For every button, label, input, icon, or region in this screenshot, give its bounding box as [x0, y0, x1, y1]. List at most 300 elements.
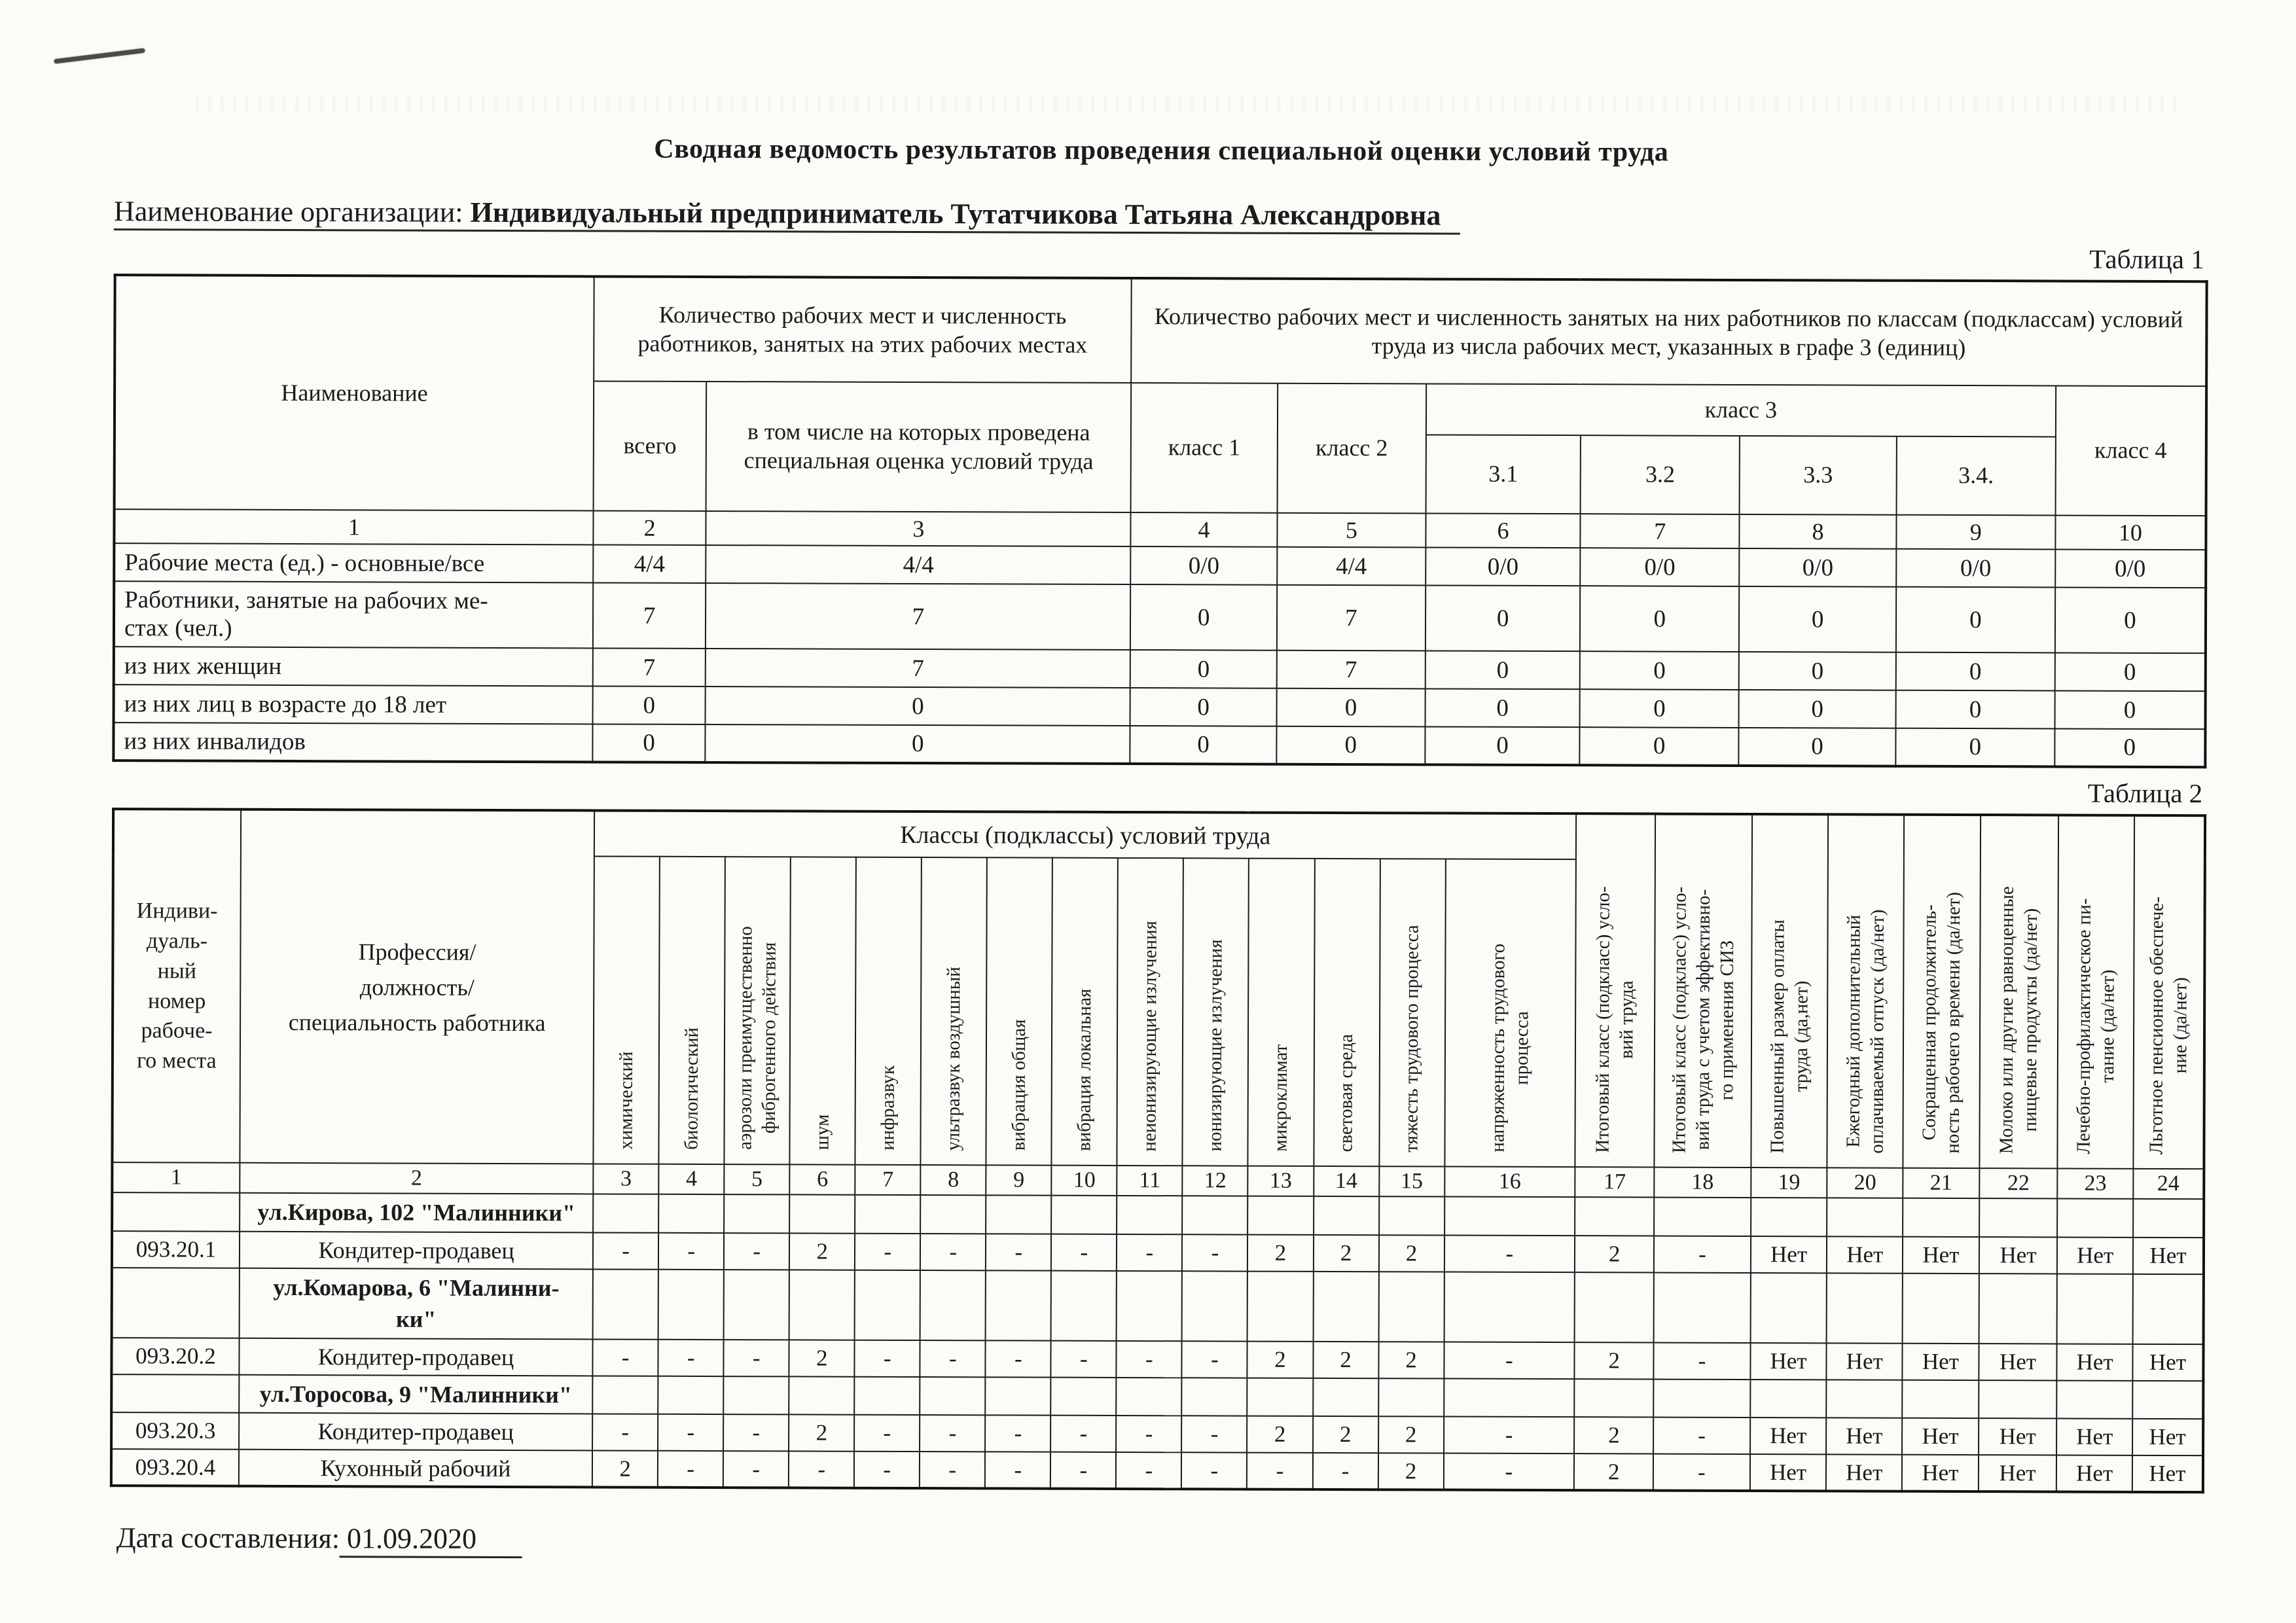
- t2-col-number: 9: [986, 1165, 1052, 1195]
- t1-cell: 0/0: [1739, 548, 1896, 587]
- t2-cell: -: [1444, 1342, 1575, 1379]
- t2-cell: Нет: [1827, 1236, 1903, 1273]
- t1-cell: 0: [1425, 688, 1580, 727]
- final-class-label: Итоговый класс (подкласс) усло- вий труда: [1592, 885, 1638, 1153]
- t2-cell-empty: [1979, 1380, 2057, 1419]
- additional-leave-label: Ежегодный дополнительный оплачиваемый отпуск (да/нет): [1842, 909, 1888, 1154]
- t2-data-row: [112, 1231, 2204, 1274]
- t1-header-class3-4: 3.4.: [1896, 437, 2055, 516]
- t2-cell: Нет: [1827, 1343, 1903, 1380]
- t1-col-number: 8: [1740, 514, 1897, 549]
- t2-cell-empty: [1051, 1377, 1117, 1416]
- t2-cell: 2: [1313, 1342, 1378, 1378]
- t2-section-row: [111, 1374, 2203, 1419]
- t2-cell-empty: [1248, 1196, 1314, 1235]
- t1-cell: 7: [593, 582, 706, 649]
- t2-header-chemical: [594, 856, 660, 1164]
- t2-cell-empty: [920, 1377, 986, 1416]
- t2-cell: 2: [1574, 1418, 1653, 1454]
- t2-cell-empty: [2057, 1274, 2133, 1344]
- t1-header-class4: класс 4: [2055, 385, 2206, 516]
- t2-cell: Нет: [1979, 1455, 2057, 1491]
- t2-cell: 2: [789, 1415, 854, 1452]
- t2-cell: -: [920, 1234, 986, 1270]
- t2-header-noise: [790, 857, 857, 1164]
- noise-label: шум: [812, 1114, 833, 1150]
- t2-cell: -: [724, 1340, 789, 1376]
- t2-cell-empty: [1444, 1272, 1575, 1342]
- t2-cell: 2: [1247, 1341, 1313, 1378]
- table2-body: [111, 1162, 2204, 1492]
- t1-cell: 0: [592, 686, 706, 724]
- t2-cell-empty: [1902, 1380, 1979, 1419]
- t2-cell: -: [1181, 1416, 1247, 1453]
- t2-cell-empty: [1051, 1196, 1117, 1234]
- t1-header-class3-1: 3.1: [1426, 435, 1581, 514]
- t2-profession: Кондитер-продавец: [239, 1338, 592, 1376]
- t2-cell: -: [593, 1232, 658, 1269]
- t2-header-profession: Профессия/ должность/ специальность работника: [240, 810, 594, 1164]
- t2-header-vibration-local: [1052, 858, 1119, 1166]
- t2-cell-empty: [1979, 1198, 2058, 1237]
- t2-cell-empty: [986, 1195, 1051, 1234]
- t1-row: [114, 647, 2206, 691]
- t2-cell: -: [1444, 1235, 1575, 1272]
- t2-cell-empty: [1575, 1272, 1654, 1343]
- t1-cell: 0: [706, 724, 1130, 764]
- t1-row-label: из них женщин: [114, 647, 593, 686]
- t2-cell-empty: [1654, 1198, 1751, 1236]
- t2-cell: Нет: [2132, 1344, 2203, 1381]
- t2-col-number: 22: [1979, 1168, 2058, 1198]
- t2-cell: 2: [1378, 1342, 1444, 1378]
- t1-cell: 7: [706, 649, 1130, 688]
- infrasound-label: инфразвук: [877, 1065, 899, 1150]
- t1-cell: 0: [1276, 726, 1425, 765]
- non-ionizing-label: неионизирующие излучения: [1139, 920, 1161, 1152]
- t2-header-biological: [659, 857, 726, 1164]
- t1-row: [114, 581, 2206, 653]
- t2-header-light: [1314, 859, 1380, 1166]
- table-2-workplaces: [110, 808, 2206, 1493]
- reduced-hours-label: Сокращенная продолжитель- ность рабочего времени (да/нет): [1918, 892, 1965, 1154]
- t2-cell: -: [1051, 1340, 1117, 1377]
- t2-cell: -: [855, 1233, 920, 1270]
- t1-cell: 0: [1895, 728, 2054, 767]
- t2-cell: Нет: [2057, 1237, 2133, 1274]
- t2-cell: Нет: [1903, 1344, 1979, 1380]
- t2-cell: -: [1444, 1417, 1575, 1454]
- t2-cell: 2: [1575, 1342, 1654, 1379]
- t1-cell: 0: [1739, 690, 1896, 728]
- t2-col-number: 4: [658, 1164, 724, 1194]
- t2-col-number: 10: [1052, 1166, 1117, 1196]
- t2-cell: -: [658, 1451, 723, 1488]
- t2-cell: Нет: [1979, 1344, 2057, 1380]
- vibration-local-label: вибрация локальная: [1073, 988, 1096, 1151]
- t2-cell: -: [1051, 1234, 1117, 1270]
- t2-col-number: 1: [112, 1162, 240, 1193]
- severity-label: тяжесть трудового процесса: [1401, 924, 1423, 1152]
- organization-label: Наименование организации:: [114, 195, 463, 232]
- t2-cell-empty: [724, 1194, 789, 1233]
- t2-cell: Нет: [1979, 1237, 2058, 1274]
- t2-cell: 2: [592, 1451, 658, 1488]
- t2-cell: 2: [1378, 1235, 1444, 1272]
- t2-header-classes-group: Классы (подклассы) условий труда: [594, 810, 1576, 859]
- t2-cell-empty: [1378, 1272, 1444, 1342]
- t2-header-intensity: [1444, 859, 1576, 1168]
- t2-data-row: [111, 1338, 2203, 1381]
- t2-cell-empty: [1378, 1378, 1444, 1417]
- t2-profession: Кухонный рабочий: [239, 1450, 592, 1488]
- t2-cell: -: [854, 1415, 920, 1452]
- t2-header-severity: [1379, 859, 1446, 1166]
- t2-cell-empty: [1313, 1271, 1378, 1342]
- t2-cell-empty: [920, 1270, 986, 1341]
- t2-col-number: 12: [1183, 1166, 1248, 1196]
- t2-cell-empty: [1183, 1196, 1248, 1234]
- t2-section-label: ул.Комарова, 6 "Малинни- ки": [240, 1268, 594, 1339]
- t2-cell-empty: [2057, 1198, 2133, 1237]
- t1-cell: 0: [592, 724, 706, 762]
- t2-cell: -: [1181, 1453, 1247, 1489]
- milk-products-label: Молоко или другие равноценные пищевые продукты (да/нет): [1996, 886, 2042, 1154]
- t2-data-row: [111, 1413, 2203, 1456]
- t2-cell: Нет: [2132, 1419, 2203, 1455]
- t2-workplace-id: 093.20.3: [111, 1413, 239, 1450]
- t2-cell: 2: [1574, 1454, 1653, 1491]
- t2-cell-empty: [1444, 1378, 1575, 1417]
- t2-col-number: 24: [2133, 1169, 2204, 1199]
- t2-col-number: 17: [1575, 1167, 1655, 1197]
- t2-cell: -: [1182, 1341, 1247, 1378]
- final-class-ppe-label: Итоговый класс (подкласс) усло- вий труда с учетом эффективно- го применения СИЗ: [1668, 886, 1738, 1153]
- t1-header-class2: класс 2: [1277, 383, 1426, 514]
- t1-cell: 0: [1580, 727, 1739, 766]
- t2-cell-empty: [986, 1270, 1051, 1341]
- t2-cell-empty: [1314, 1196, 1379, 1235]
- t1-col-number: 2: [593, 510, 706, 545]
- t1-cell: 0: [1580, 586, 1739, 652]
- aerosols-label: аэрозоли преимущественно фиброгенного действия: [734, 926, 780, 1150]
- t2-cell: -: [1117, 1234, 1182, 1271]
- table1-caption: Таблица 1: [2089, 243, 2204, 275]
- t2-cell: -: [1182, 1234, 1247, 1271]
- t2-cell-empty: [1117, 1196, 1182, 1234]
- t1-cell: 0: [1130, 584, 1277, 651]
- t2-cell: Нет: [1902, 1418, 1979, 1455]
- t1-cell: 0: [706, 687, 1130, 726]
- t1-cell: 0/0: [1896, 549, 2055, 588]
- light-label: световая среда: [1335, 1033, 1357, 1152]
- t1-cell: 0: [1130, 726, 1277, 764]
- t2-profession: Кондитер-продавец: [239, 1413, 592, 1451]
- t2-cell: -: [1116, 1452, 1181, 1489]
- t2-cell: Нет: [1750, 1454, 1827, 1491]
- t2-col-number: 23: [2058, 1168, 2134, 1198]
- t2-col-number: 7: [855, 1165, 921, 1195]
- t2-header-vibration-general: [986, 857, 1053, 1165]
- t2-cell: -: [986, 1234, 1051, 1270]
- t2-cell-empty: [724, 1270, 789, 1340]
- t2-cell: -: [724, 1233, 789, 1270]
- t2-cell: Нет: [1902, 1455, 1979, 1491]
- t2-cell-empty: [658, 1269, 724, 1340]
- t2-col-number: 5: [724, 1164, 789, 1194]
- t2-cell: -: [1116, 1416, 1181, 1452]
- t2-cell: -: [723, 1451, 789, 1488]
- t1-header-group-classes: Количество рабочих мест и численность занятых на них работников по классам (подклассам) условий труда из числа рабочих мест, указанных в графе 3 (единиц): [1131, 278, 2206, 386]
- t2-cell-empty: [1575, 1197, 1654, 1236]
- t2-cell-empty: [593, 1194, 658, 1232]
- t2-col-number: 11: [1117, 1166, 1183, 1196]
- organization-line: [114, 194, 2208, 234]
- date-label: Дата составления:: [116, 1522, 340, 1555]
- t1-cell: 0/0: [1426, 547, 1581, 586]
- t1-cell: 0: [1276, 688, 1425, 727]
- t2-header-therapeutic-nutrition: [2058, 815, 2134, 1168]
- t2-cell: Нет: [1750, 1418, 1827, 1454]
- t2-cell: -: [986, 1340, 1051, 1377]
- t2-cell: Нет: [1751, 1236, 1827, 1273]
- t2-col-number: 2: [240, 1163, 593, 1194]
- t2-cell: Нет: [1826, 1455, 1902, 1491]
- t1-cell: 0: [1739, 586, 1896, 652]
- t1-row: [114, 685, 2206, 729]
- t1-cell: 0: [1896, 587, 2055, 653]
- t2-workplace-id: 093.20.1: [112, 1231, 240, 1268]
- t1-cell: 0: [1580, 689, 1739, 728]
- t2-col-number: 19: [1751, 1168, 1827, 1198]
- t2-cell: -: [920, 1415, 985, 1452]
- t2-header-reduced-hours: [1903, 815, 1981, 1168]
- t2-cell: -: [1653, 1418, 1750, 1454]
- t1-cell: 0: [1896, 652, 2055, 691]
- t2-cell: 2: [789, 1233, 855, 1270]
- t1-cell: 0: [1739, 728, 1896, 766]
- t2-cell-empty: [1117, 1378, 1182, 1416]
- t2-cell-empty: [1750, 1273, 1827, 1344]
- t2-cell-empty: [789, 1376, 854, 1415]
- t2-col-number: 21: [1903, 1168, 1979, 1198]
- ionizing-label: ионизирующие излучения: [1204, 939, 1227, 1152]
- t2-cell-empty: [920, 1195, 986, 1234]
- t2-cell-empty: [1751, 1198, 1827, 1236]
- t2-cell: -: [1050, 1452, 1116, 1489]
- t1-col-number: 10: [2055, 515, 2206, 550]
- t1-col-number: 5: [1277, 513, 1426, 548]
- t1-cell: 0: [2054, 690, 2205, 729]
- t2-cell: 2: [789, 1340, 855, 1376]
- t2-cell: -: [920, 1452, 985, 1488]
- t1-header-class3-3: 3.3: [1740, 436, 1897, 515]
- t2-cell-empty: [1575, 1379, 1654, 1418]
- t1-cell: 7: [593, 648, 706, 687]
- t1-header-class1: класс 1: [1131, 383, 1278, 513]
- t2-cell-empty: [592, 1376, 658, 1414]
- table-1-summary: [112, 274, 2208, 768]
- t2-cell-empty: [723, 1376, 789, 1415]
- t1-cell: 0/0: [1130, 546, 1277, 585]
- t1-header-total: всего: [593, 381, 706, 511]
- t1-cell: 0: [1130, 650, 1277, 688]
- t2-cell: -: [593, 1339, 658, 1376]
- t2-cell: -: [723, 1414, 789, 1451]
- t1-row-label: Работники, занятые на рабочих ме- стах (чел.): [114, 581, 593, 648]
- t2-cell: Нет: [2057, 1344, 2133, 1380]
- t2-cell: 2: [1575, 1236, 1654, 1272]
- t2-cell: -: [1312, 1453, 1378, 1489]
- t2-col-number: 14: [1314, 1166, 1379, 1196]
- therapeutic-nutrition-label: Лечебно-профилактическое пи- тание (да/нет): [2073, 898, 2119, 1154]
- t2-cell: Нет: [2056, 1419, 2132, 1455]
- t2-section-row: [112, 1192, 2204, 1238]
- t2-cell-empty: [1182, 1378, 1247, 1416]
- t2-cell: Нет: [1979, 1418, 2057, 1455]
- t2-cell-empty: [1654, 1272, 1751, 1343]
- t2-header-non-ionizing: [1117, 858, 1184, 1166]
- t2-header-aerosols: [725, 857, 791, 1164]
- t1-cell: 7: [1277, 651, 1426, 689]
- t2-cell: Нет: [1903, 1236, 1979, 1273]
- t2-header-ultrasound-air: [921, 857, 988, 1165]
- document-title: Сводная ведомость результатов проведения специальной оценки условий труда: [654, 134, 1669, 168]
- t2-cell: -: [1050, 1416, 1116, 1452]
- t2-header-final-class: [1575, 813, 1656, 1167]
- t2-cell-empty: [658, 1194, 724, 1233]
- t2-cell-empty: [2057, 1380, 2133, 1419]
- t2-cell: -: [1653, 1454, 1750, 1491]
- date-value: 01.09.2020: [340, 1523, 522, 1559]
- t2-cell-empty: [1117, 1271, 1182, 1342]
- t1-row: [113, 722, 2205, 767]
- t2-header-ionizing: [1183, 858, 1249, 1166]
- t2-cell: -: [985, 1416, 1050, 1452]
- t2-header-additional-leave: [1827, 814, 1904, 1168]
- t2-cell: -: [1654, 1342, 1751, 1379]
- t2-cell-empty: [1827, 1198, 1903, 1236]
- t2-cell: -: [789, 1452, 854, 1488]
- t2-cell-empty: [1379, 1196, 1444, 1235]
- t1-cell: 4/4: [1277, 547, 1426, 586]
- microclimate-label: микроклимат: [1270, 1044, 1292, 1152]
- t2-cell-empty: [1182, 1271, 1247, 1342]
- t2-cell-empty: [593, 1269, 658, 1340]
- t2-cell: Нет: [2133, 1237, 2204, 1274]
- t1-col-number: 7: [1581, 514, 1740, 548]
- table2-caption: Таблица 2: [2087, 777, 2203, 809]
- t2-cell-empty: [1827, 1273, 1903, 1344]
- t1-col-number: 6: [1426, 513, 1581, 548]
- t2-cell: 2: [1378, 1454, 1443, 1490]
- t2-section-label: ул.Кирова, 102 "Малинники": [240, 1193, 593, 1232]
- t1-col-number: 1: [114, 509, 593, 544]
- t2-cell-empty: [789, 1194, 855, 1233]
- t2-cell: 2: [1313, 1416, 1378, 1453]
- t1-row-label: из них инвалидов: [113, 722, 592, 762]
- t1-cell: 7: [706, 583, 1130, 650]
- t2-cell-empty: [855, 1270, 920, 1340]
- t2-cell: Нет: [2132, 1455, 2203, 1492]
- t2-col-number: 8: [921, 1165, 986, 1195]
- date-line: [110, 1522, 2204, 1561]
- table1-body: [113, 509, 2206, 767]
- organization-value: Индивидуальный предприниматель Тутатчикова Татьяна Александровна: [463, 196, 1460, 235]
- vibration-general-label: вибрация общая: [1008, 1019, 1030, 1151]
- t1-cell: 0/0: [2055, 549, 2206, 588]
- t2-cell: -: [1443, 1454, 1574, 1491]
- t1-cell: 0: [1895, 690, 2054, 729]
- t2-cell-empty: [1903, 1198, 1979, 1237]
- t2-cell-empty: [1247, 1271, 1313, 1342]
- t2-col-number: 16: [1444, 1167, 1575, 1198]
- t2-cell-empty: [2133, 1199, 2204, 1238]
- biological-label: биологический: [681, 1027, 703, 1150]
- t1-cell: 0: [1739, 652, 1896, 690]
- t2-cell-empty: [855, 1195, 920, 1234]
- t1-row-label: из них лиц в возрасте до 18 лет: [114, 685, 593, 724]
- t1-col-number: 9: [1896, 515, 2055, 550]
- t1-row: [114, 543, 2206, 588]
- t2-cell: 2: [1247, 1416, 1312, 1453]
- t2-cell-empty: [1903, 1273, 1979, 1344]
- t2-cell-empty: [1827, 1380, 1903, 1418]
- t2-cell-empty: [789, 1270, 855, 1340]
- t2-cell: -: [1117, 1341, 1182, 1378]
- t2-section-label: ул.Торосова, 9 "Малинники": [239, 1375, 592, 1414]
- t2-cell-empty: [1313, 1378, 1378, 1417]
- chemical-label: химический: [615, 1051, 637, 1150]
- t2-cell: -: [985, 1452, 1050, 1489]
- t2-header-workplace-number: Индиви- дуаль- ный номер рабоче- го места: [112, 809, 241, 1163]
- t2-col-number: 15: [1379, 1166, 1444, 1196]
- t2-cell: Нет: [2056, 1455, 2132, 1492]
- t1-cell: 0: [1425, 726, 1580, 765]
- t2-header-microclimate: [1248, 859, 1315, 1166]
- t2-workplace-id: 093.20.4: [111, 1450, 239, 1487]
- t2-header-final-class-with-ppe: [1655, 814, 1752, 1168]
- t1-cell: 4/4: [593, 544, 706, 583]
- t1-cell: 0: [1580, 651, 1739, 690]
- t1-cell: 0: [2054, 728, 2205, 767]
- t2-cell-empty: [658, 1376, 723, 1415]
- preferential-pension-label: Льготное пенсионное обеспече- ние (да/нет): [2145, 896, 2191, 1155]
- intensity-label: напряженность трудового процесса: [1487, 943, 1533, 1152]
- t2-cell-empty: [1750, 1380, 1827, 1418]
- t1-cell: 0/0: [1581, 548, 1740, 586]
- t2-cell: -: [920, 1340, 986, 1377]
- t2-cell-empty: [112, 1268, 240, 1338]
- t2-header-preferential-pension: [2133, 815, 2205, 1169]
- t2-cell: -: [854, 1452, 920, 1488]
- t2-cell-empty: [1051, 1270, 1117, 1341]
- t1-cell: 7: [1277, 585, 1426, 651]
- t2-header-milk-products: [1979, 815, 2058, 1168]
- t2-cell: Нет: [1750, 1343, 1827, 1380]
- t2-section-row: [112, 1268, 2204, 1344]
- t2-cell-empty: [986, 1377, 1051, 1416]
- t2-cell: -: [658, 1340, 724, 1376]
- t1-header-class3-2: 3.2: [1581, 435, 1740, 514]
- t2-cell-empty: [111, 1374, 239, 1413]
- t2-cell-empty: [2132, 1381, 2203, 1419]
- ultrasound-air-label: ультразвук воздушный: [942, 966, 965, 1151]
- t2-cell: -: [1654, 1236, 1751, 1272]
- t2-cell-empty: [1653, 1379, 1750, 1418]
- t2-cell: 2: [1313, 1234, 1378, 1271]
- t2-header-infrasound: [855, 857, 922, 1165]
